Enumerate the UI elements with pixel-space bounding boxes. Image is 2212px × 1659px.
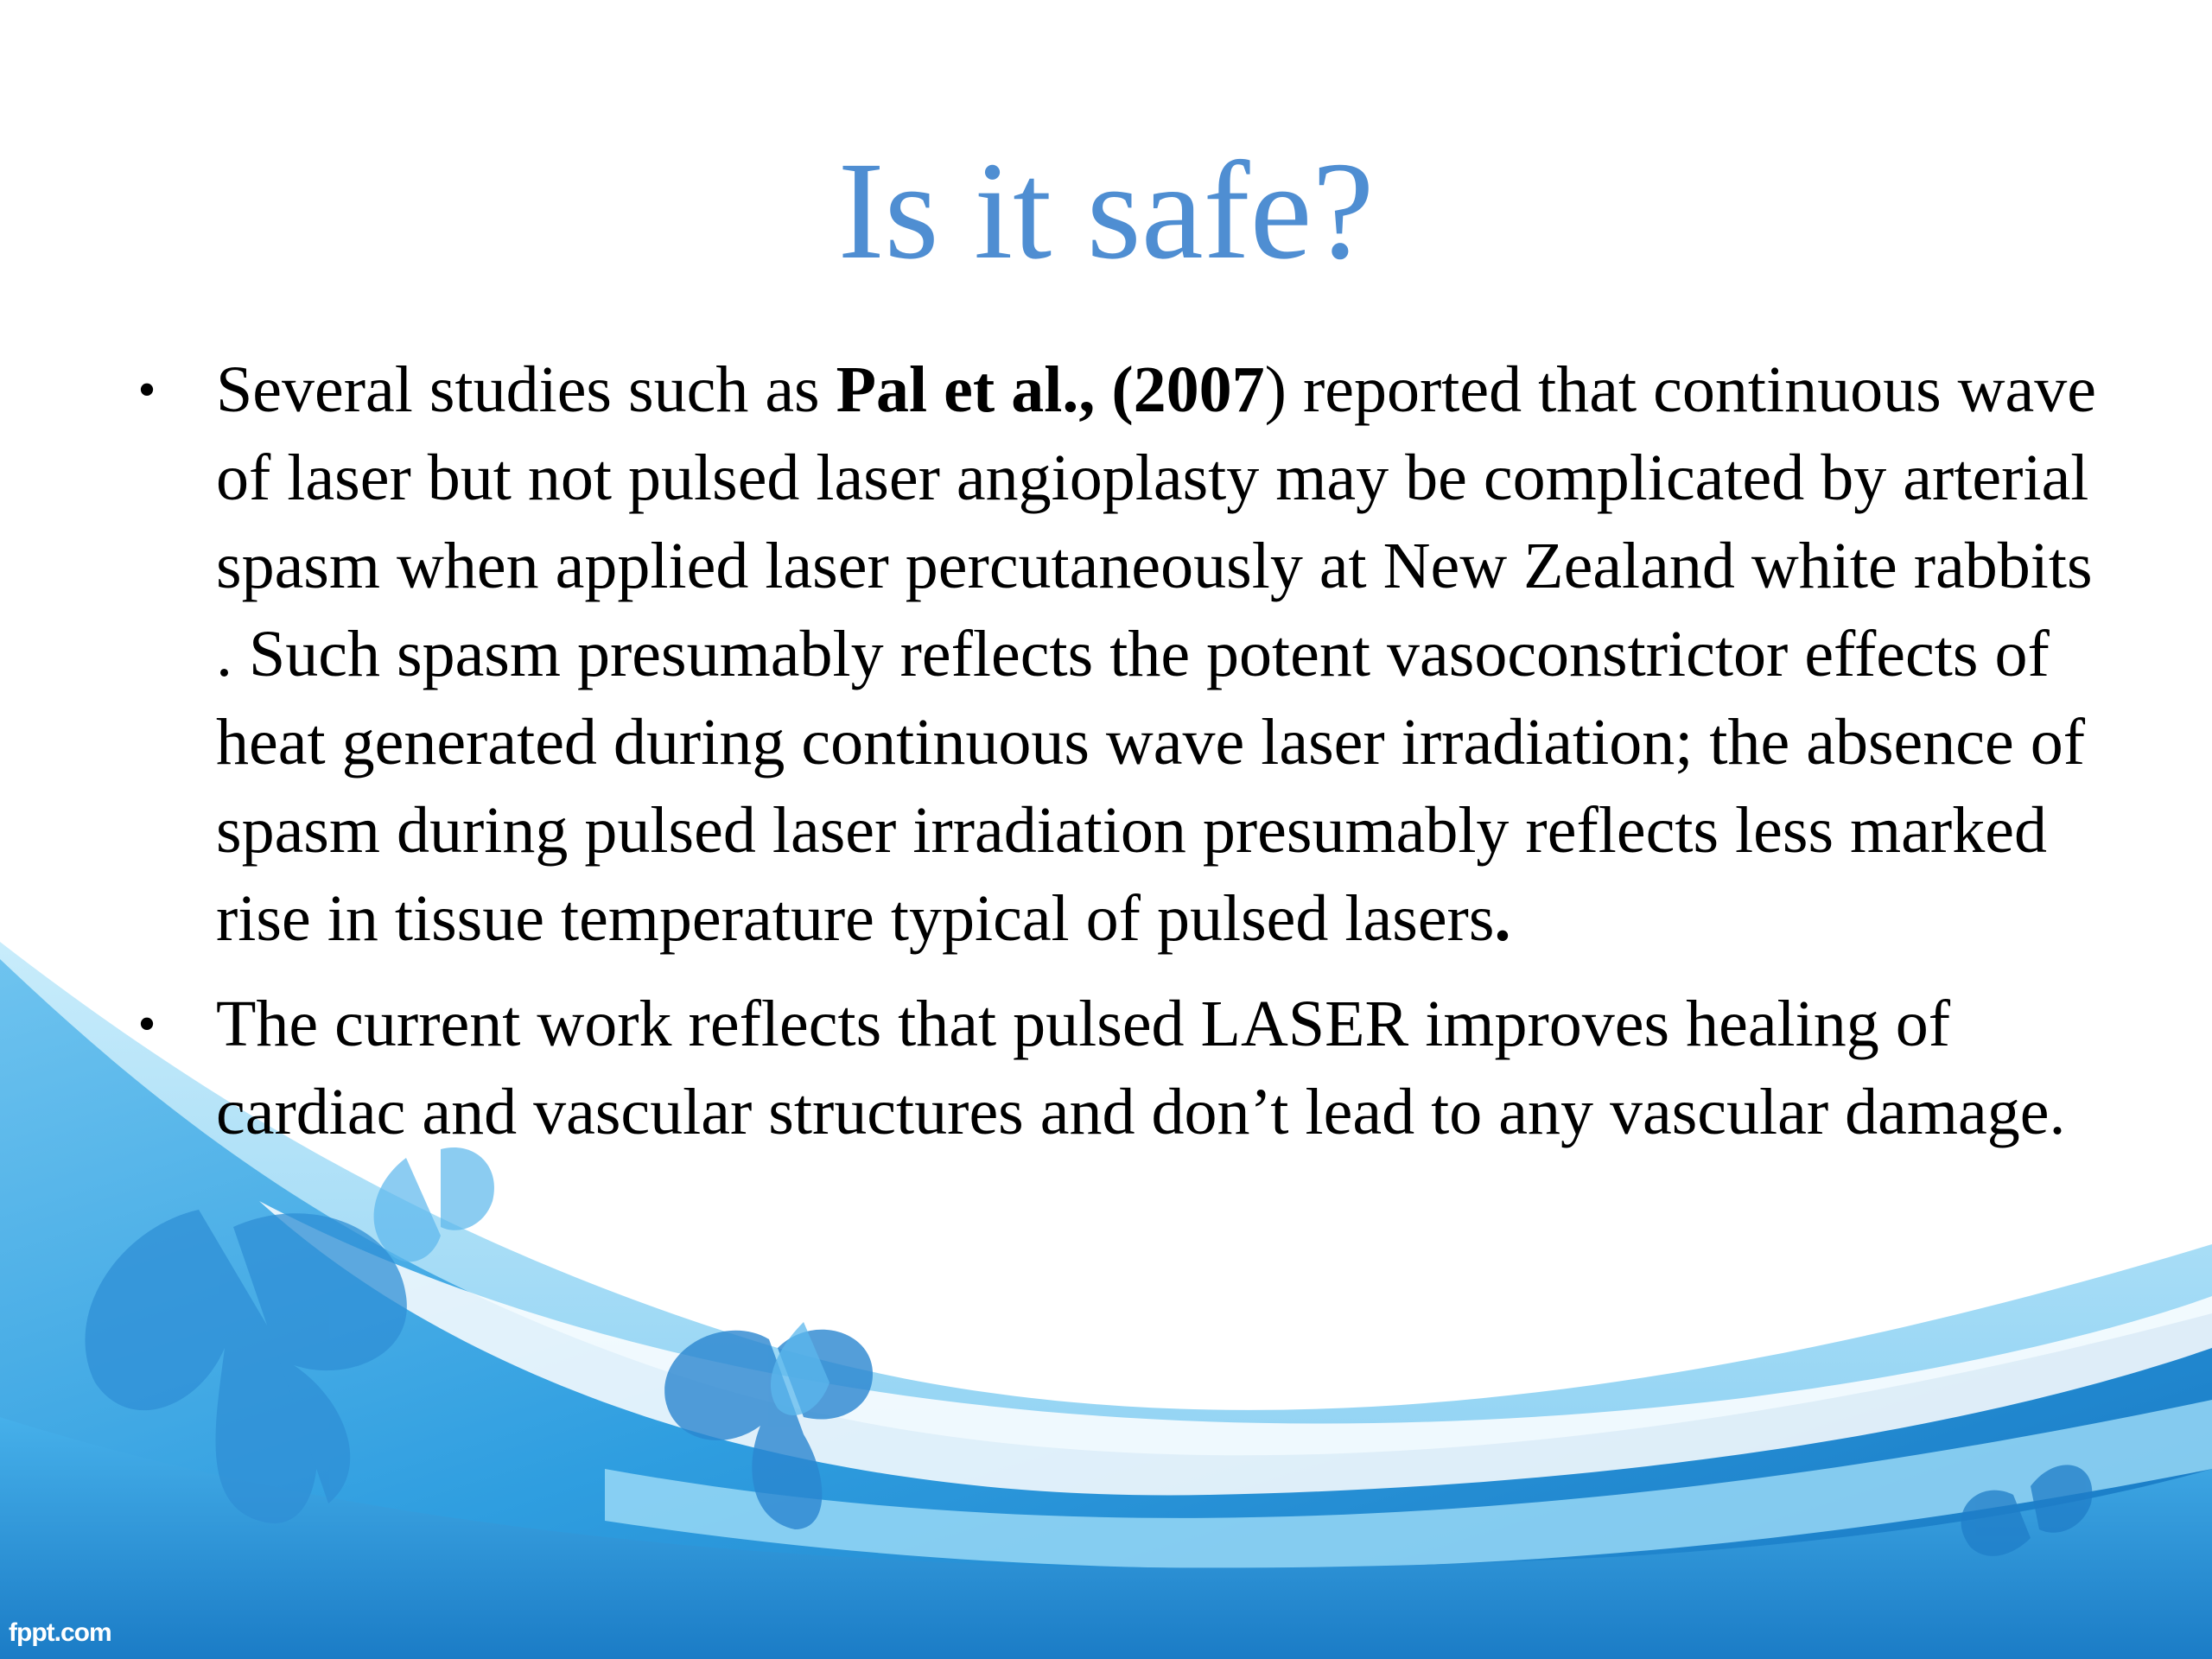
- bullet-end-mark: .: [1494, 882, 1511, 955]
- citation-year: 2007: [1133, 353, 1265, 426]
- bullet-text-prefix: Several studies such as: [216, 353, 836, 426]
- slide-title: Is it safe?: [837, 134, 1375, 289]
- bullet-item: [130, 346, 2100, 963]
- bullet-item: [130, 980, 2100, 1156]
- bullet-text-suffix: ) reported that continuous wave of laser but not pulsed laser angioplasty may be complicated by arterial spasm when applied laser percutaneously at New Zealand white rabbits . Such spasm presumably reflects the potent vasoconstrictor effects of heat generated during continuous wave laser irradiation; the absence of spasm during pulsed laser irradiation presumably reflects less marked rise in tissue temperature typical of pulsed lasers: [216, 353, 2096, 955]
- bullet-glyph: •: [137, 361, 156, 418]
- bullet-list: [130, 346, 2100, 1173]
- citation-authors: Pal et al., (: [836, 353, 1134, 426]
- footer-logo: fppt.com: [9, 1618, 111, 1647]
- bullet-text: The current work reflects that pulsed LASER improves healing of cardiac and vascular structures and don’t lead to any vascular damage.: [216, 988, 2066, 1148]
- bullet-glyph: •: [137, 995, 156, 1052]
